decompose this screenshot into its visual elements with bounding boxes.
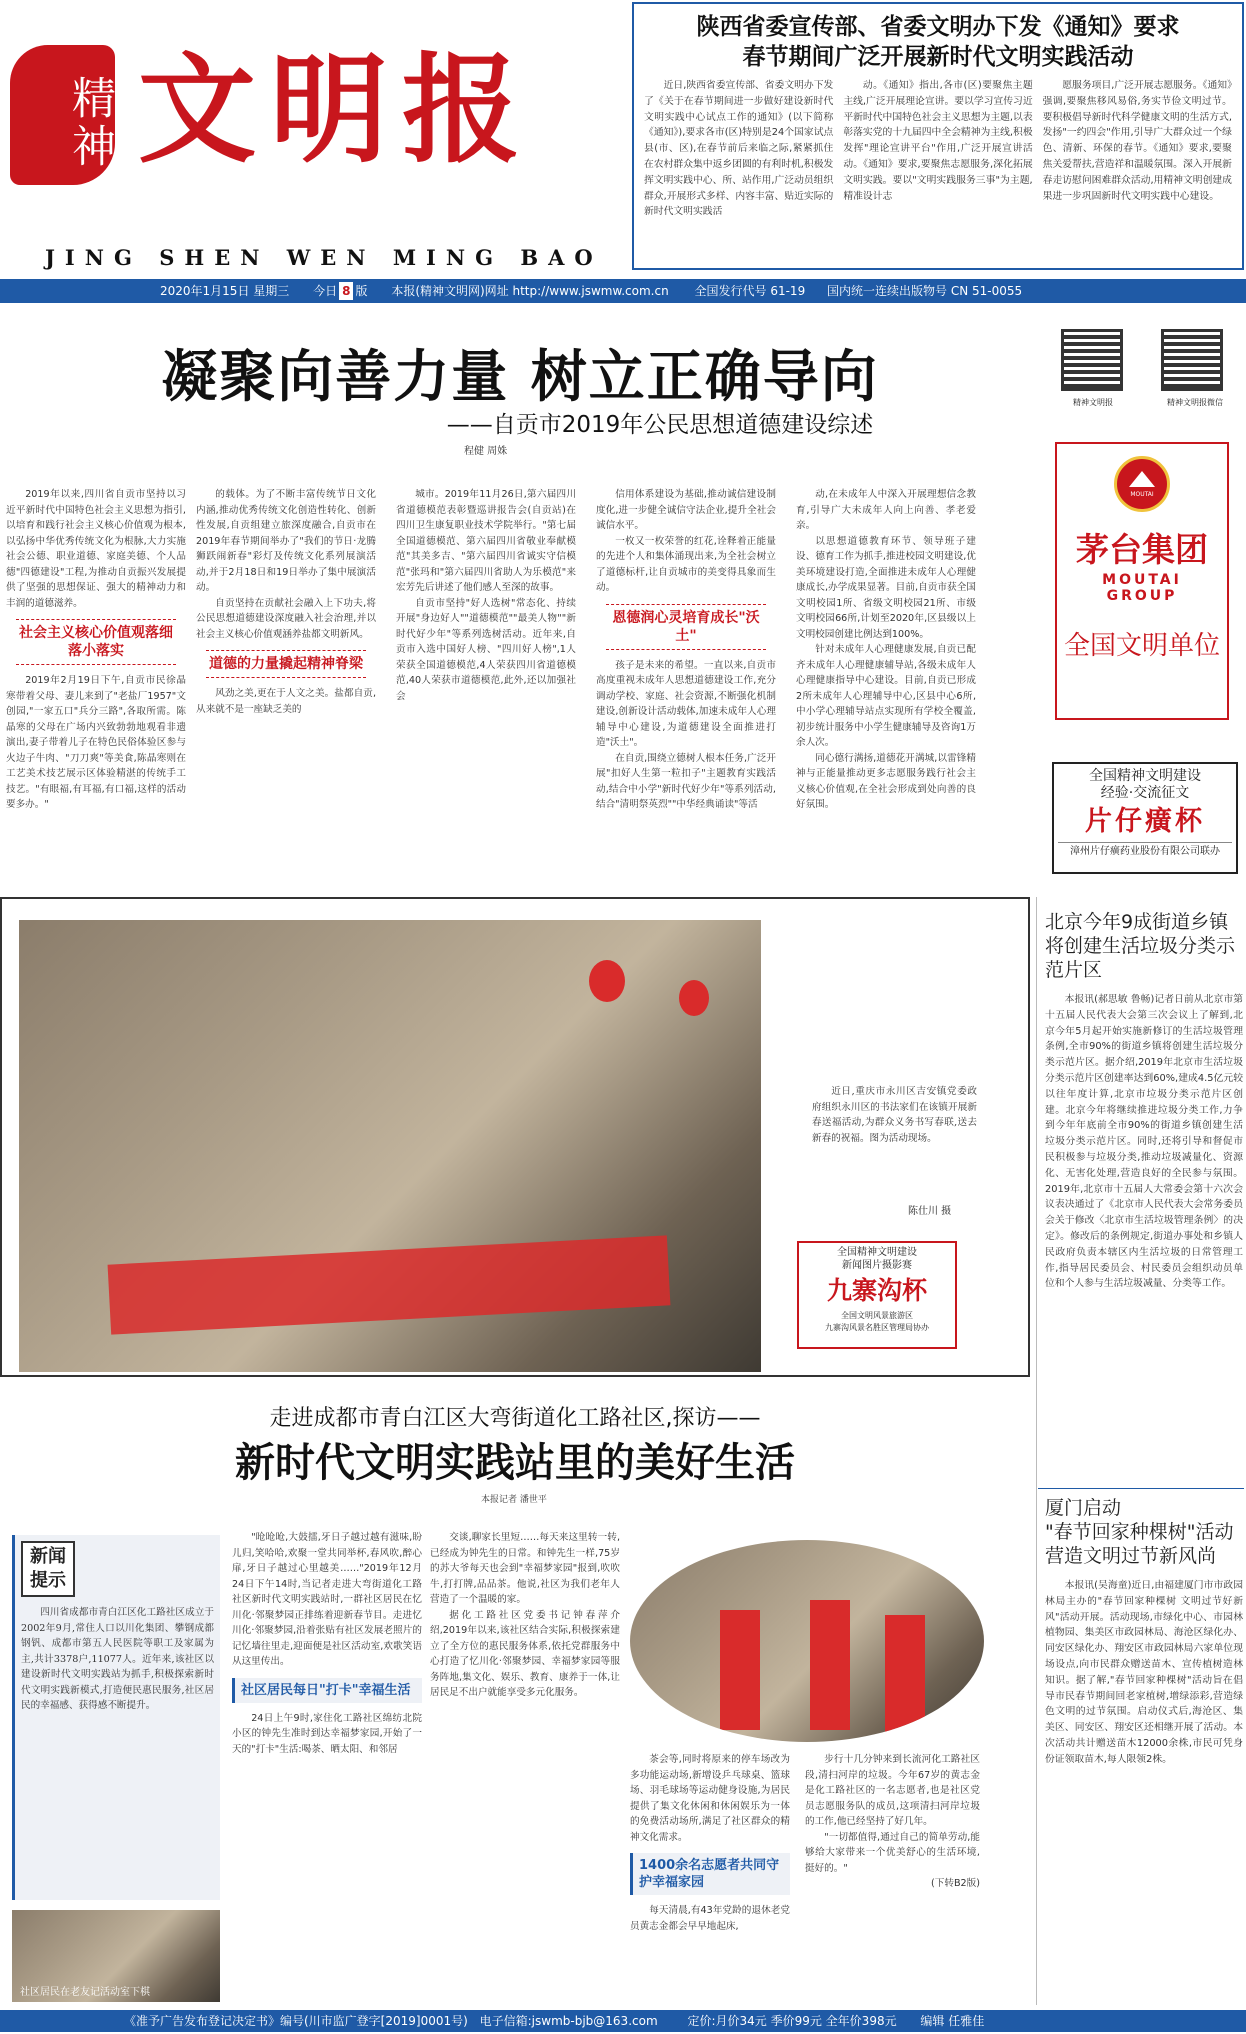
sidebar2-title-3: 营造文明过节新风尚 [1045, 1545, 1217, 1567]
feature-col-2-p2: 据化工路社区党委书记钟春萍介绍,2019年以来,该社区结合实际,积极探索建立了全方位的惠民服务体系,依托党群服务中心打造了忆川化·邻聚梦园、幸福梦家园等服务阵地,集文化、娱乐、教育、康养于一体,让居民足不出户就能享受多元化服务。 [430, 1609, 620, 1698]
feature-col-2 [430, 1530, 620, 2002]
main-col-5-p3: 针对未成年人心理健康发展,自贡已配齐未成年人心理健康辅导站,各级未成年人心理健康指导中心建设。目前,自贡已形成2所未成年人心理辅导中心,区县中心6所,中小学心理辅导站点实现所有学校全覆盖,初步统计服务中小学生健康辅导及咨询1万余人次。 [796, 644, 976, 748]
feature-col-3-p2: 每天清晨,有43年党龄的退休老党员黄志金都会早早地起床, [630, 1905, 790, 1932]
contest-badge [797, 1241, 957, 1349]
moutai-logo [1114, 456, 1170, 512]
news-tip-box [12, 1535, 220, 1900]
qr-code-2 [1161, 329, 1223, 391]
top-story-title-1: 陕西省委宣传部、省委文明办下发《通知》要求 [696, 14, 1180, 40]
main-headline: 凝聚向善力量 树立正确导向 [161, 345, 879, 410]
main-col-3 [396, 487, 576, 877]
moutai-en: MOUTAI GROUP [1102, 572, 1182, 604]
moutai-name: 茅台集团 [1076, 530, 1208, 569]
main-col-5-p4: 同心德行满扬,道德花开满城,以雷锋精神与正能量推动更多志愿服务践行社会主义核心价值观,在全社会形成到处向善的良好氛围。 [796, 752, 976, 810]
main-col-4-p1: 信用体系建设为基础,推动诚信建设制度化,进一步健全诚信守法企业,提升全社会诚信水平。 [596, 489, 776, 531]
main-col-1 [6, 487, 186, 877]
feature-subhead-1: 社区居民每日"打卡"幸福生活 [232, 1678, 422, 1703]
main-col-2-p3: 风劲之美,更在于人文之美。盐都自贡,从来就不是一座缺乏美的 [196, 688, 376, 715]
main-col-4-p4: 在自贡,围绕立德树人根本任务,广泛开展"扣好人生第一粒扣子"主题教育实践活动,结合中小学"新时代好少年"等系列活动,结合"清明祭英烈""中华经典诵读"等活 [596, 752, 776, 810]
main-col-3-p2: 自贡市坚持"好人选树"常态化、持续开展"身边好人""道德模范""最美人物""新时代好少年"等系列选树活动。近年来,自贡市入选中国好人榜、"四川好人榜",1人荣获全国道德模范,4人荣获四川省道德模范,40人荣获市道德模范,此外,还以加强社会 [396, 597, 576, 702]
qr-caption-2: 精神文明报微信 [1167, 398, 1223, 407]
feature-col-4-p2: "一切都值得,通过自己的简单劳动,能够给大家带来一个优美舒心的生活环境,挺好的。" [805, 1831, 980, 1874]
lantern-icon [679, 980, 709, 1016]
photo-caption: 近日,重庆市永川区吉安镇党委政府组织永川区的书法家们在该镇开展新春送福活动,为群众义务书写春联,送去新春的祝福。图为活动现场。 [812, 1086, 977, 1144]
pian-sponsor: 漳州片仔癀药业股份有限公司联办 [1058, 842, 1232, 859]
sidebar-story-1 [1045, 910, 1243, 1485]
news-tip-label [21, 1541, 75, 1597]
moutai-slogan: 全国文明单位 [1063, 631, 1220, 661]
feature-col-1-p2: 24日上午9时,家住化工路社区绵纺北院小区的钟先生准时到达幸福梦家园,开始了一天的"打卡"生活:喝茶、晒太阳、和邻居 [232, 1712, 422, 1755]
chess-photo [12, 1910, 220, 2002]
feature-headline: 新时代文明实践站里的美好生活 [235, 1440, 795, 1486]
footer-price: 定价:月价34元 季价99元 全年价398元 [687, 2014, 897, 2028]
main-subtitle: ——自贡市2019年公民思想道德建设综述 [446, 412, 874, 438]
calligraphy-photo [19, 920, 761, 1372]
main-subhead-2: 道德的力量撬起精神脊梁 [206, 650, 366, 678]
feature-byline: 本报记者 潘世平 [481, 1495, 547, 1505]
pianzaihuang-ad [1052, 762, 1238, 874]
vertical-divider [1036, 897, 1037, 2005]
main-subhead-3: 恩德润心灵培育成长"沃土" [606, 604, 766, 650]
date-line: 2020年1月15日 星期三 [160, 284, 290, 298]
edition-num: 8 [339, 282, 353, 300]
main-col-1-p1: 2019年以来,四川省自贡市坚持以习近平新时代中国特色社会主义思想为指引,以培育和践行社会主义核心价值观为根本,以弘扬中华优秀传统文化为根脉,大力实施社会公德、职业道德、家庭美德、个人品德"四德建设"工程,为推动自贡振兴发展提供了坚强的思想保证、强大的精神动力和丰润的道德滋养。 [6, 489, 186, 609]
volunteer-vest [720, 1610, 760, 1730]
website[interactable]: 本报(精神文明网)网址 http://www.jswmw.com.cn [391, 284, 669, 298]
sidebar2-title-2: "春节回家种棵树"活动 [1045, 1521, 1234, 1543]
moutai-ad [1055, 442, 1229, 720]
photo-story-box [0, 897, 1030, 1377]
chess-photo-caption: 社区居民在老友记活动室下棋 [20, 1987, 150, 1998]
red-scroll [108, 1235, 671, 1334]
feature-col-3 [630, 1752, 790, 2002]
main-col-5 [796, 487, 976, 877]
sidebar1-text: 本报讯(郝思敏 鲁畅)记者日前从北京市第十五届人民代表大会第三次会议上了解到,北京今年5月起开始实施新修订的生活垃圾管理条例,全市90%的街道乡镇将创建生活垃圾分类示范片区。据介绍,2019年北京市生活垃圾分类示范片区创建率达到60%,建成4.5亿元较以往年度计算,北京市垃圾分类示范片区创建。北京今年将继续推进垃圾分类工作,力争到今年年底前全市90%的街道乡镇创建生活垃圾分类示范片区。同时,还将引导和督促市民积极参与垃圾分类,推动垃圾减量化、资源化、无害化处理,营造良好的全民参与氛围。2019年,北京市十五届人大常委会第十六次会议表决通过了《北京市人民代表大会常务委员会关于修改〈北京市生活垃圾管理条例〉的决定》。修改后的条例规定,街道办事处和乡镇人民政府负责本辖区内生活垃圾的日常管理工作,指导居民委员会、村民委员会组织动员单位和个人参与生活垃圾减量、分类等工作。 [1045, 994, 1243, 1290]
main-subhead-1: 社会主义核心价值观落细落小落实 [16, 619, 176, 665]
footer-ad-license: 《准予广告发布登记决定书》编号(川市监广登字[2019]0001号) [124, 2014, 468, 2028]
footer-email[interactable]: 电子信箱:jswmb-bjb@163.com [479, 2014, 658, 2028]
main-col-2-p2: 自贡坚持在贡献社会融入上下功夫,将公民思想道德建设深度融入社会治理,并以社会主义核心价值观涵养盐都文明新风。 [196, 597, 376, 640]
volunteers-photo [630, 1540, 984, 1742]
pian-top: 全国精神文明建设 [1089, 768, 1201, 784]
top-story-col2: 动。《通知》指出,各市(区)要聚焦主题主线,广泛开展理论宣讲。要以学习宣传习近平新时代中国特色社会主义思想为主题,以表彰落实党的十九届四中全会精神为主线,积极发挥"理论宣讲平台"作用,广泛开展宣讲活动。《通知》要求,要聚焦志愿服务,深化拓展文明实践。要以"文明实践服务三事"为主题,精准设计志 [843, 80, 1033, 202]
feature-subhead-2: 1400余名志愿者共同守护幸福家园 [630, 1853, 790, 1895]
logo-seal [10, 45, 115, 185]
pinyin: JING SHEN WEN MING BAO [45, 245, 603, 270]
top-story-columns [644, 78, 1232, 268]
main-col-1-p2: 2019年2月19日下午,自贡市民徐晶寒带着父母、妻儿来到了"老盐厂1957"文创园,"一家五口"兵分三路",各取所需。陈晶寒的父母在广场内兴致勃勃地观看非遗演出,妻子带着儿子在特色民俗体验区参与火边子牛肉、"刀刀爽"等美食,陈晶寒则在工艺美术技艺展示区体验精湛的传统手工技艺。"有眼福,有耳福,有口福,这样的活动要多办。" [6, 675, 186, 810]
main-col-4-p3: 孩子是未来的希望。一直以来,自贡市高度重视未成年人思想道德建设工作,充分调动学校、家庭、社会资源,不断强化机制建设,创新设计活动载体,加速未成年人心理辅导中心建设,为道德建设全面推进打造"沃土"。 [596, 659, 776, 748]
top-story-col3: 愿服务项目,广泛开展志愿服务。《通知》强调,要聚焦移风易俗,务实节俭文明过节。要积极倡导新时代科学健康文明的生活方式,发扬"一约四会"作用,引导广大群众过一个绿色、清新、环保的春节。《通知》要求,要聚焦关爱帮扶,营造祥和温暖氛围。深入开展新春走访慰问困难群众活动,用精神文明创建成果进一步巩固新时代文明实践中心建设。 [1042, 80, 1232, 202]
feature-col-2-p1: 交谈,聊家长里短……每天来这里转一转,已经成为钟先生的日常。和钟先生一样,75岁的苏大爷每天也会到"幸福梦家园"报到,吹吹牛,打打牌,品品茶。他说,社区为我们老年人营造了一个温暖的家。 [430, 1532, 620, 1605]
sidebar1-title: 北京今年9成街道乡镇将创建生活垃圾分类示范片区 [1045, 911, 1236, 981]
feature-col-4-p1: 步行十几分钟来到长流河化工路社区段,清扫河岸的垃圾。今年67岁的黄志金是化工路社区的一名志愿者,也是社区党员志愿服务队的成员,这项清扫河岸垃圾的工作,他已经坚持了好几年。 [805, 1754, 980, 1827]
date-bar [0, 279, 1246, 303]
feature-col-3-p1: 茶会等,同时将原来的停车场改为多功能运动场,新增设乒乓球桌、篮球场、羽毛球场等运动健身设施,为居民提供了集文化休闲和休闲娱乐为一体的免费活动场所,满足了社区群众的精神文化需求。 [630, 1754, 790, 1843]
qr-code-1 [1061, 329, 1123, 391]
sidebar-story-2 [1045, 1496, 1243, 1986]
main-col-5-p1: 动,在未成年人中深入开展理想信念教育,引导广大未成年人向上向善、孝老爱亲。 [796, 489, 976, 531]
qr-caption-1: 精神文明报 [1073, 398, 1113, 407]
issue-code: 全国发行代号 61-19 [694, 284, 806, 298]
footer-editor: 编辑 任雅佳 [920, 2014, 985, 2028]
main-col-4 [596, 487, 776, 877]
moutai-mountain-icon [1129, 471, 1155, 487]
lantern-icon [589, 960, 625, 1002]
contest-line-1: 全国精神文明建设 [837, 1247, 917, 1258]
volunteer-vest [885, 1615, 925, 1735]
contest-line-2: 新闻图片摄影赛 [842, 1260, 912, 1271]
edition-label: 今日 [313, 284, 338, 298]
top-story-col1: 近日,陕西省委宣传部、省委文明办下发了《关于在春节期间进一步做好建设新时代文明实践中心试点工作的通知》(以下简称《通知》),要求各市(区)特别是24个国家试点县(市、区),在春节前后来临之际,紧紧抓住在农村群众集中返乡团圆的有利时机,积极发挥文明实践中心、所、站作用,广泛动员组织群众,开展形式多样、内容丰富、贴近实际的新时代文明实践活 [644, 80, 834, 218]
logo-title: 文明报 [138, 40, 535, 179]
sidebar2-text: 本报讯(吴海童)近日,由福建厦门市市政园林局主办的"春节回家种棵树 文明过节好新风"活动开展。活动现场,市绿化中心、市园林植物园、集美区市政园林局、海沧区绿化办、同安区绿化办、翔安区市政园林局六家单位现场设点,向市民群众赠送苗木、宣传植树造林知识。据了解,"春节回家种棵树"活动旨在倡导市民春节期间回老家植树,增绿添彩,营造绿色文明的过节氛围。启动仪式后,海沧区、集美区、同安区、翔安区还相继开展了活动。本次活动共计赠送苗木12000余株,市民可凭身份证领取苗木,每人限领2株。 [1045, 1580, 1243, 1765]
feature-col-4-continue: (下转B2版) [931, 1878, 980, 1889]
top-story-box [632, 2, 1244, 270]
contest-line-3: 全国文明风景旅游区 [841, 1311, 913, 1320]
moutai-logo-text: MOUTAI [1130, 491, 1154, 498]
pian-brand: 片仔癀杯 [1085, 806, 1205, 837]
main-byline: 程健 周姝 [464, 446, 508, 457]
footer-bar [0, 2010, 1246, 2032]
contest-line-4: 九寨沟风景名胜区管理局协办 [825, 1323, 929, 1332]
feature-col-4 [805, 1752, 980, 2002]
news-tip-label-text: 新闻提示 [30, 1546, 66, 1591]
logo-seal-text: 精神 [64, 75, 115, 171]
feature-col-1-p1: "呛呛呛,大鼓擂,牙日子越过越有滋味,盼儿归,笑哈哈,欢聚一堂共同举杯,春风吹,醉心扉,牙日子越过心里越美……"2019年12月24日下午14时,当记者走进大弯街道化工路社区新时代文明实践站时,一群社区居民在忆川化·邻聚梦园正排练着迎新春节目。走进忆川化·邻聚梦园,沿着张贴有社区发展老照片的记忆墙往里走,迎面便是社区活动室,欢歌笑语从这里传出。 [232, 1532, 422, 1667]
main-col-4-p2: 一枚又一枚荣誉的红花,诠释着正能量的先进个人和集体涌现出来,为全社会树立了道德标杆,让自贡城市的美变得具象而生动。 [596, 535, 776, 593]
photographer: 陈仕川 摄 [908, 1206, 952, 1217]
main-col-2-p1: 的载体。为了不断丰富传统节日文化内涵,推动优秀传统文化创造性转化、创新性发展,自贡组建立旅深度融合,自贡市在2019年春节期间举办了"我们的节日·龙腾狮跃闹新春"彩灯及传统文化系列展演活动,并于2月18日和19日举办了集中展演活动。 [196, 489, 376, 593]
main-col-2 [196, 487, 376, 877]
qr-block [1055, 325, 1240, 420]
feature-col-1 [232, 1530, 422, 2002]
sidebar2-title-1: 厦门启动 [1045, 1497, 1122, 1519]
main-col-3-p1: 城市。2019年11月26日,第六届四川省道德模范表彰暨巡讲报告会(自贡站)在四川卫生康复职业技术学院举行。"第七届全国道德模范、第六届四川省敬业奉献模范"其美多吉、"第六届四川省诚实守信模范"张玛和"第六届四川省助人为乐模范"来宏芳先后讲述了他们感人至深的故事。 [396, 489, 576, 593]
cn-code: 国内统一连续出版物号 CN 51-0055 [827, 284, 1023, 298]
top-story-title-2: 春节期间广泛开展新时代文明实践活动 [742, 44, 1134, 70]
feature-kicker: 走进成都市青白江区大弯街道化工路社区,探访—— [269, 1406, 761, 1431]
sidebar-divider [1038, 1488, 1244, 1489]
contest-name: 九寨沟杯 [826, 1276, 927, 1305]
edition-suffix: 版 [355, 284, 368, 298]
masthead [0, 0, 630, 270]
volunteer-vest [810, 1600, 850, 1730]
news-tip-text: 四川省成都市青白江区化工路社区成立于2002年9月,常住人口以川化集团、攀钢成都钢钒、成都市第五人民医院等职工及家属为主,共计3378户,11077人。近年来,该社区以建设新时代文明实践站为抓手,积极探索新时代文明实践新模式,打造便民惠民服务,社区居民的幸福感、获得感不断提升。 [21, 1607, 214, 1711]
main-col-5-p2: 以思想道德教育环节、领导班子建设、德育工作为抓手,推进校园文明建设,优美环境建设打造,全面推进未成年人心理健康成长,办学成果显著。目前,自贡市获全国文明校园1所、省级文明校园21所、市级文明校园66所,计划至2020年,区县级以上文明校园创建比例达到100%。 [796, 535, 976, 640]
pian-mid: 经验·交流征文 [1100, 785, 1190, 801]
